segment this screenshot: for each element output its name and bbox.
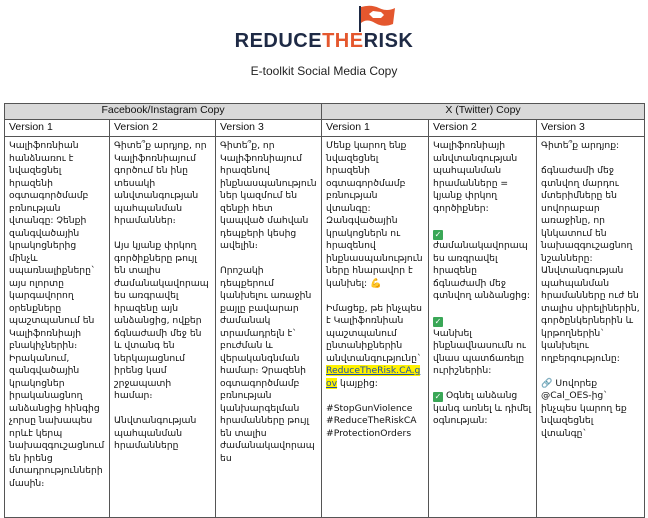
version-header: Version 2 bbox=[110, 120, 216, 137]
link-icon: 🔗 bbox=[541, 377, 553, 389]
version-header: Version 1 bbox=[322, 120, 429, 137]
cell-fb-v2 bbox=[110, 137, 216, 518]
version-header: Version 1 bbox=[5, 120, 110, 137]
group-header-facebook: Facebook/Instagram Copy bbox=[5, 104, 322, 120]
check-icon: ✓ bbox=[434, 392, 442, 401]
copy-table bbox=[4, 103, 645, 518]
cell-fb-v3 bbox=[216, 137, 322, 518]
logo-wordmark: REDUCETHERISK bbox=[234, 30, 414, 52]
version-header: Version 3 bbox=[537, 120, 645, 137]
group-header-row bbox=[5, 104, 645, 120]
muscle-icon: 💪 bbox=[369, 277, 382, 289]
copy-text: Կալիֆոռնիայի անվտանգության պահպանման հրամանները = կյանք փրկող գործիքներ: ✓ ժամանակավորապես առգրավել հրազենը ճգնաժամի մեջ գտնվող անձանցից: ✓ Կանխել ինքնավնասումն ու վնաս պատճառելը ուրիշներին: ✓ Օգնել անձանց կանգ առնել և դիմել օգնության: bbox=[433, 140, 534, 426]
logo bbox=[0, 0, 648, 60]
version-header: Version 2 bbox=[429, 120, 537, 137]
content-row bbox=[5, 137, 645, 518]
cell-fb-v1 bbox=[5, 137, 110, 518]
copy-text: Գիտե՞ք արդյոք, որ Կալիֆոռնիայում գործում են ինը տեսակի անվտանգության պահպանման հրամաններ։ Այս կյանք փրկող գործիքները թույլ են տալիս ժամանակավորապես առգրավել հրազենը այն անձանցից, ովքեր ճգնաժամի մեջ են և վտանգ են ներկայացնում իրենց կամ շրջապատի համար։ Անվտանգության պահպանման հրամանները bbox=[114, 140, 209, 451]
website-link[interactable]: ReduceTheRisk.CA.gov bbox=[326, 365, 421, 389]
cell-x-v2 bbox=[429, 137, 537, 518]
page-subtitle: E-toolkit Social Media Copy bbox=[250, 64, 398, 78]
check-icon: ✓ bbox=[434, 229, 442, 239]
cell-x-v1 bbox=[322, 137, 429, 518]
cell-x-v3 bbox=[537, 137, 645, 518]
version-header-row bbox=[5, 120, 645, 137]
flag-icon bbox=[357, 4, 397, 32]
copy-text: Կալիֆոռնիան հանձնառու է նվազեցնել հրազենի օգտագործմամբ բռնության վտանգը: Չենքի զանգվածային կրակոցներից մինչև սպառնալիքները` այս ոլորտը կարգավորող օրենքները պաշտպանում են Կալիֆոռնիայի բնակիչներին։ Իրականում, զանգվածային կրակոցներ իրականացնող անձանցից հինգից չորսը նախապես որևէ կերպ նախազգուշացնում են իրենց մտադրությունների մասին։ bbox=[9, 140, 108, 489]
check-icon: ✓ bbox=[434, 317, 442, 326]
copy-text: Մենք կարող ենք նվազեցնել հրազենի օգտագործմամբ բռնության վտանգը: Զանգվածային կրակոցներն ու հրազենով ինքնասպանությունները հնարավոր է կանխել: 💪 Իմացեք, թե ինչպես է Կալիֆոռնիան պաշտպանում ընտանիքներին անվտանգությունը` ReduceTheRisk.CA.gov կայքից: #StopGunViolence #ReduceTheRiskCA #ProtectionOrders bbox=[326, 140, 423, 439]
copy-text: Գիտե՞ք արդյոք: ճգնաժամի մեջ գտնվող մարդու մտերիմները են սովորաբար առաջինը, որ կնկատում են նախազգուշացնող նշանները: Անվտանգության պահպանման հրամանները ուժ են տալիս սիրելիներին, գործընկերներին և կրթողներին` կանխելու ողբերգությունը: 🔗 Սովորեք @Cal_OES-ից` ինչպես կարող եք նվազեցնել վտանգը` bbox=[541, 140, 640, 439]
version-header: Version 3 bbox=[216, 120, 322, 137]
copy-text: Գիտե՞ք, որ Կալիֆոռնիայում հրազենով ինքնասպանություններ կազմում են զենքի հետ կապված մահվան դեպքերի կեսից ավելին։ Որոշակի դեպքերում կանխելու առաջին քայլը բավարար ժամանակ տրամադրելն է` բուժման և վերականգնման համար։ Չրազենի օգտագործմամբ բռնության կանխարգելման հրամանները թույլ են տալիս ժամանակավորապես bbox=[220, 140, 317, 464]
group-header-x: X (Twitter) Copy bbox=[322, 104, 645, 120]
